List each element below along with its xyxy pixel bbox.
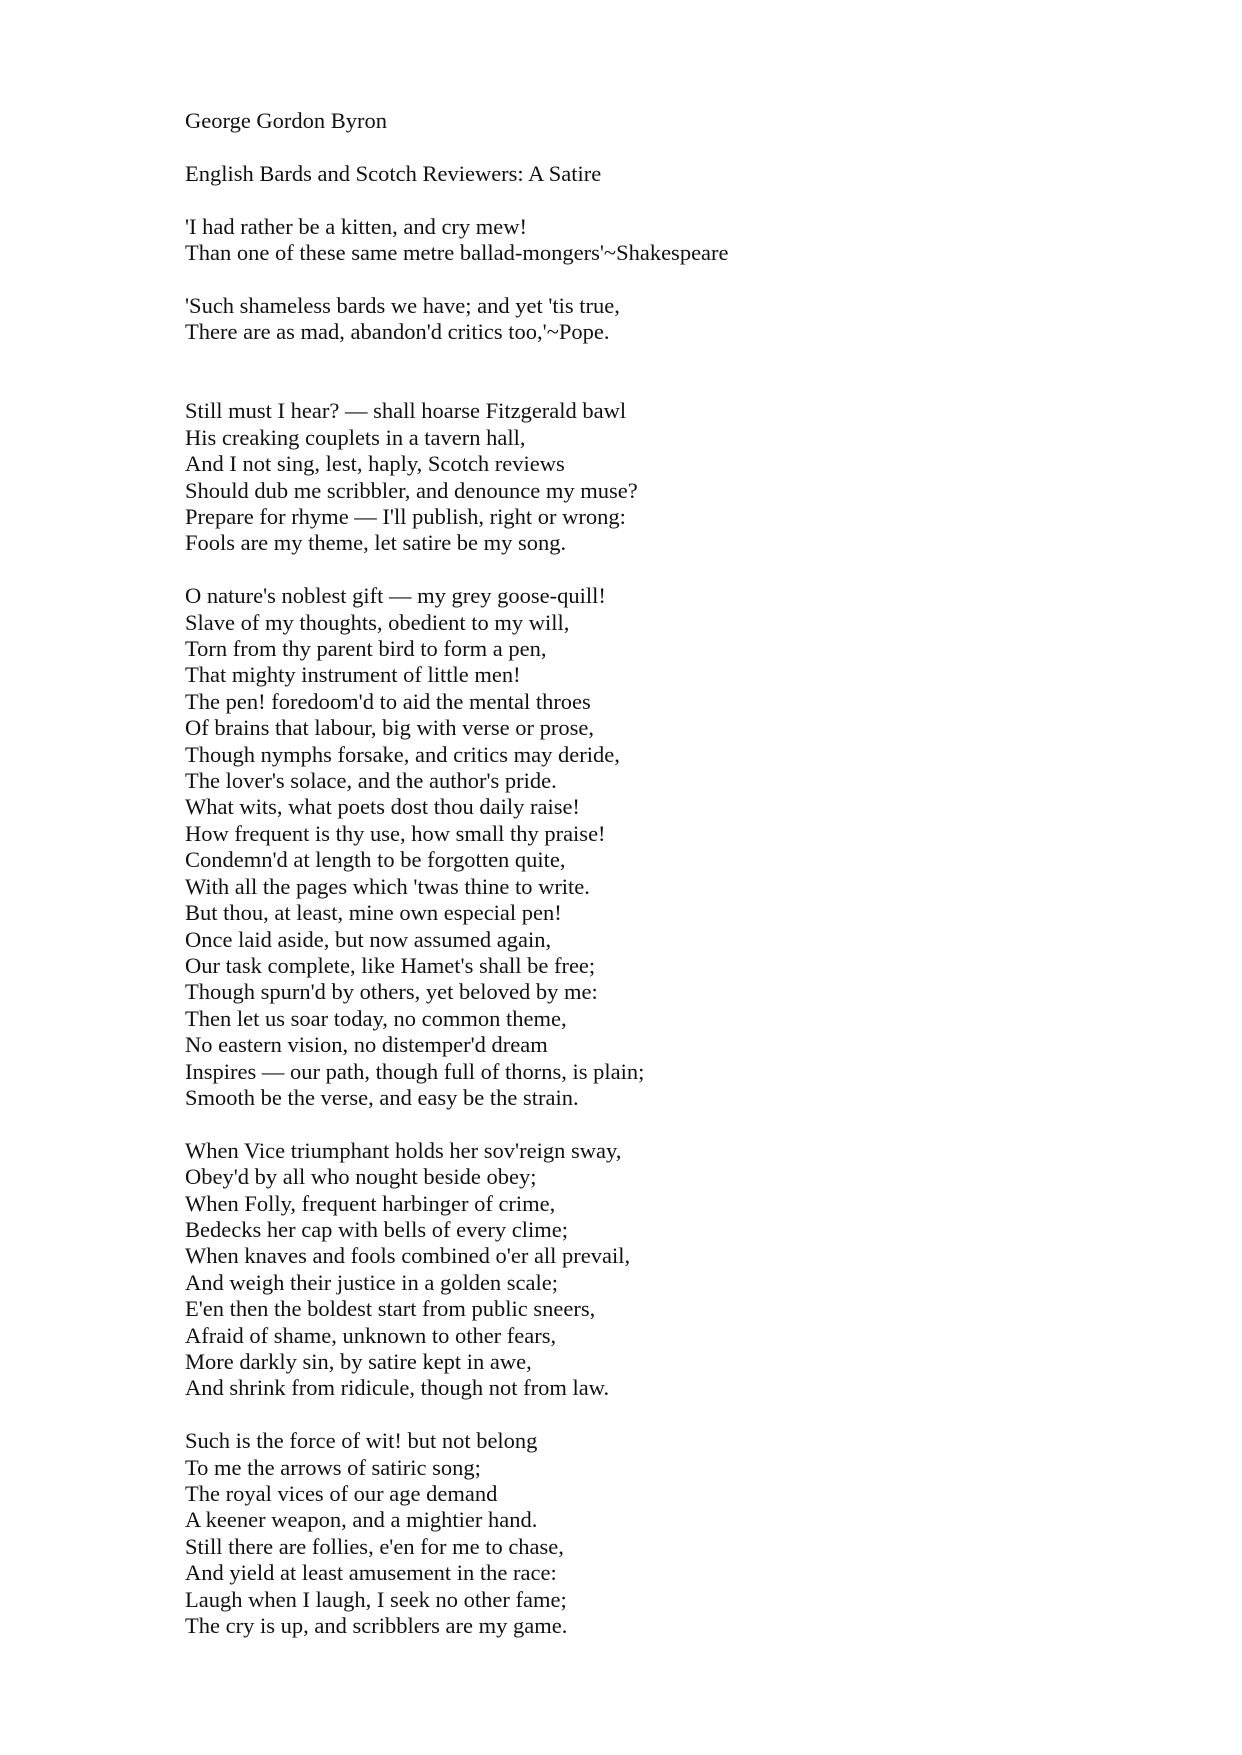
- verse-line: When Vice triumphant holds her sov'reign sway,: [185, 1137, 622, 1163]
- stanza-2: [185, 583, 1185, 1111]
- verse-line: Bedecks her cap with bells of every clime;: [185, 1216, 568, 1242]
- verse-line: Still must I hear? — shall hoarse Fitzgerald bawl: [185, 398, 627, 424]
- verse-line: The cry is up, and scribblers are my game.: [185, 1613, 568, 1639]
- verse-line: The pen! foredoom'd to aid the mental throes: [185, 688, 591, 714]
- spacer: [185, 187, 1185, 213]
- verse-line: Laugh when I laugh, I seek no other fame;: [185, 1586, 567, 1612]
- poem-title: English Bards and Scotch Reviewers: A Satire: [185, 160, 602, 186]
- verse-line: Such is the force of wit! but not belong: [185, 1428, 538, 1454]
- verse-line: Inspires — our path, though full of thorns, is plain;: [185, 1058, 645, 1084]
- verse-line: Slave of my thoughts, obedient to my will,: [185, 609, 570, 635]
- spacer: [185, 134, 1185, 160]
- verse-line: No eastern vision, no distemper'd dream: [185, 1032, 548, 1058]
- author-name: George Gordon Byron: [185, 108, 388, 133]
- verse-line: To me the arrows of satiric song;: [185, 1454, 481, 1480]
- epigraph-line: 'Such shameless bards we have; and yet 'tis true,: [185, 292, 620, 318]
- verse-line: Then let us soar today, no common theme,: [185, 1005, 567, 1031]
- verse-line: Condemn'd at length to be forgotten quite,: [185, 847, 566, 873]
- verse-line: And shrink from ridicule, though not from law.: [185, 1375, 610, 1401]
- verse-line: What wits, what poets dost thou daily raise!: [185, 794, 580, 820]
- verse-line: Prepare for rhyme — I'll publish, right or wrong:: [185, 504, 626, 530]
- spacer: [185, 557, 1185, 583]
- verse-line: How frequent is thy use, how small thy praise!: [185, 820, 606, 846]
- verse-line: Torn from thy parent bird to form a pen,: [185, 636, 547, 662]
- verse-line: Smooth be the verse, and easy be the strain.: [185, 1084, 579, 1110]
- epigraph-line: 'I had rather be a kitten, and cry mew!: [185, 213, 528, 239]
- verse-line: That mighty instrument of little men!: [185, 662, 521, 688]
- verse-line: O nature's noblest gift — my grey goose-quill!: [185, 583, 606, 609]
- verse-line: Obey'd by all who nought beside obey;: [185, 1164, 537, 1190]
- verse-line: E'en then the boldest start from public sneers,: [185, 1296, 596, 1322]
- verse-line: The royal vices of our age demand: [185, 1481, 498, 1507]
- verse-line: Though nymphs forsake, and critics may deride,: [185, 741, 620, 767]
- verse-line: Of brains that labour, big with verse or prose,: [185, 715, 594, 741]
- verse-line: Fools are my theme, let satire be my song.: [185, 530, 567, 556]
- verse-line: Should dub me scribbler, and denounce my muse?: [185, 477, 638, 503]
- verse-line: Afraid of shame, unknown to other fears,: [185, 1322, 557, 1348]
- document-page: [185, 108, 1185, 1639]
- verse-line: The lover's solace, and the author's pride.: [185, 768, 557, 794]
- spacer: [185, 1111, 1185, 1137]
- verse-line: Though spurn'd by others, yet beloved by me:: [185, 979, 598, 1005]
- verse-line: Once laid aside, but now assumed again,: [185, 926, 552, 952]
- stanza-4: [185, 1428, 1185, 1639]
- verse-line: When Folly, frequent harbinger of crime,: [185, 1190, 556, 1216]
- verse-line: And weigh their justice in a golden scale;: [185, 1269, 559, 1295]
- verse-line: A keener weapon, and a mightier hand.: [185, 1507, 538, 1533]
- spacer: [185, 1402, 1185, 1428]
- verse-line: His creaking couplets in a tavern hall,: [185, 424, 526, 450]
- verse-line: Still there are follies, e'en for me to chase,: [185, 1533, 564, 1559]
- epigraph-shakespeare: [185, 214, 1185, 267]
- spacer: [185, 346, 1185, 399]
- verse-line: With all the pages which 'twas thine to write.: [185, 873, 590, 899]
- stanza-3: [185, 1138, 1185, 1402]
- epigraph-pope: [185, 293, 1185, 346]
- verse-line: And I not sing, lest, haply, Scotch reviews: [185, 451, 565, 477]
- spacer: [185, 266, 1185, 292]
- epigraph-line: Than one of these same metre ballad-mongers'~Shakespeare: [185, 240, 729, 265]
- verse-line: When knaves and fools combined o'er all prevail,: [185, 1243, 631, 1269]
- verse-line: More darkly sin, by satire kept in awe,: [185, 1349, 532, 1374]
- epigraph-line: There are as mad, abandon'd critics too,'~Pope.: [185, 319, 610, 345]
- verse-line: Our task complete, like Hamet's shall be free;: [185, 952, 596, 978]
- stanza-1: [185, 398, 1185, 556]
- verse-line: But thou, at least, mine own especial pen!: [185, 900, 562, 926]
- verse-line: And yield at least amusement in the race:: [185, 1560, 557, 1586]
